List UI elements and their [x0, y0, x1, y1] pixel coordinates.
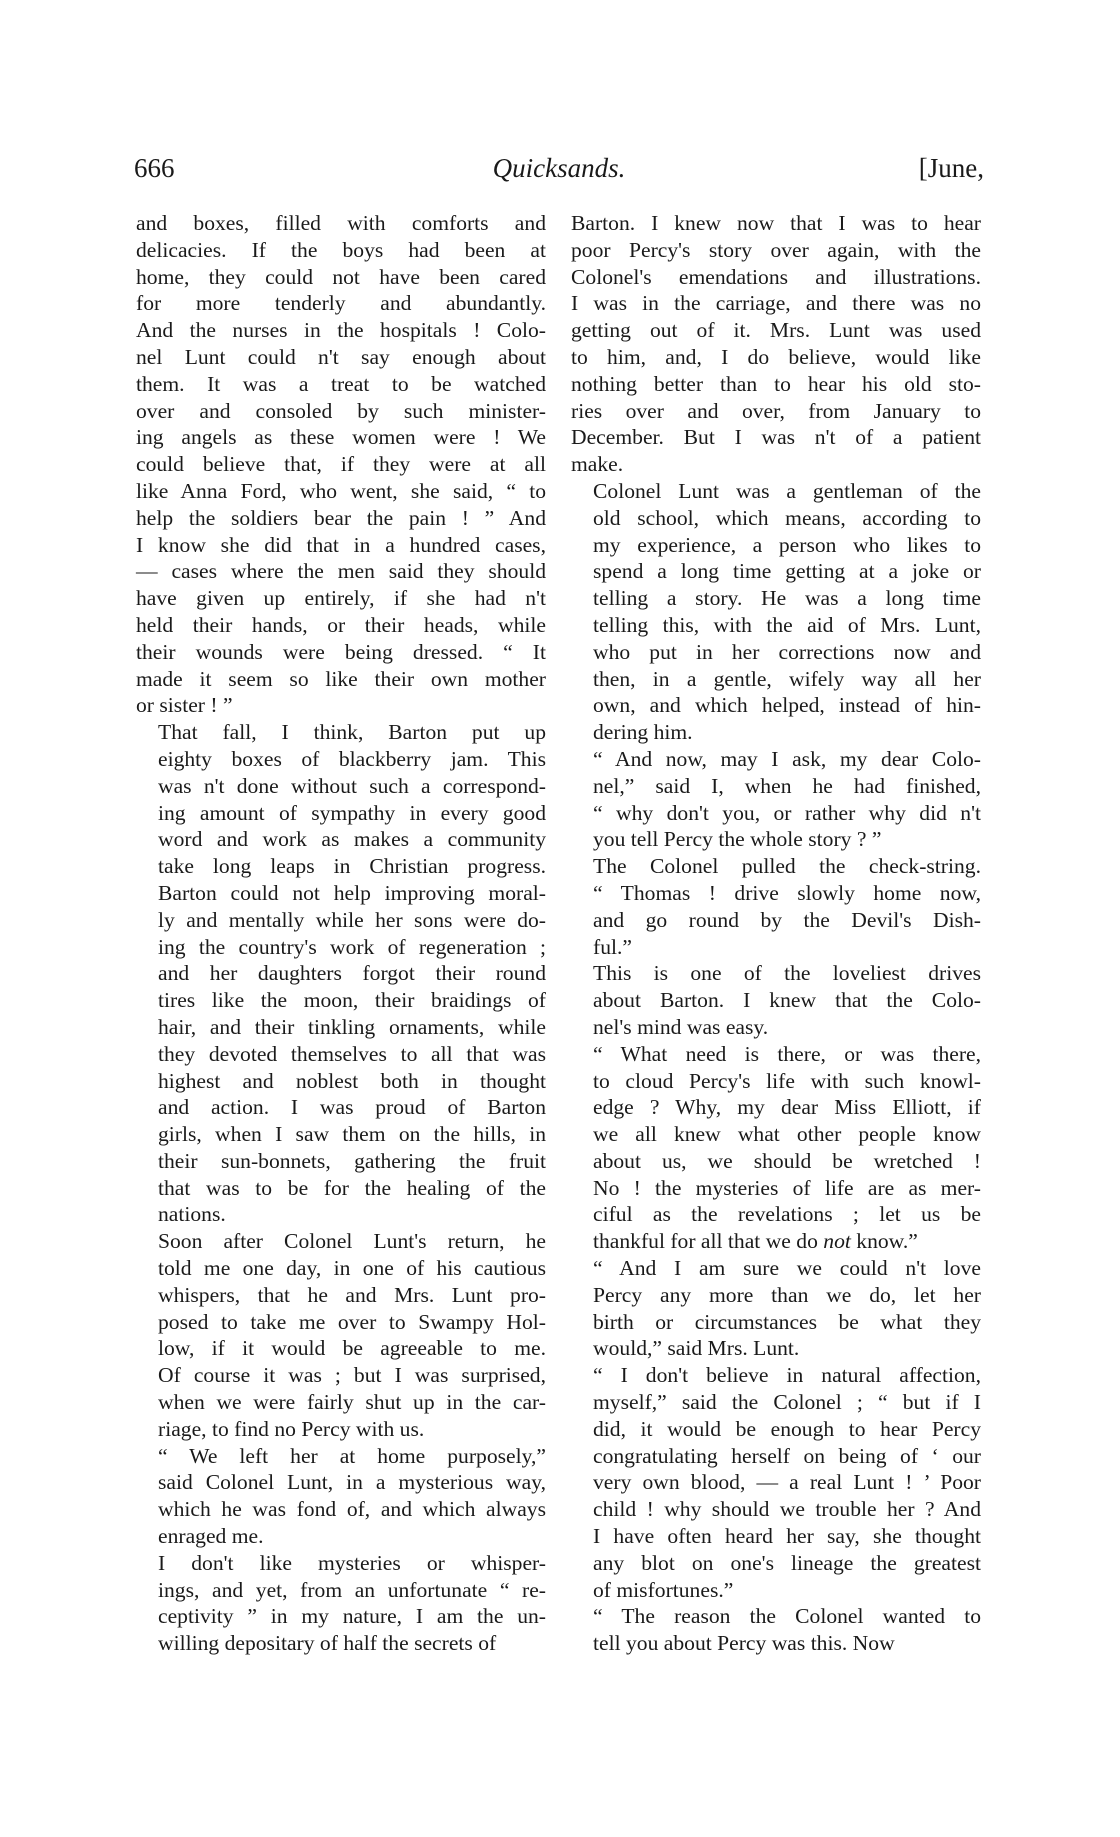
text-line: “ And I am sure we could n't love [593, 1256, 981, 1281]
text-line: nel's mind was easy. [593, 1014, 769, 1039]
text-line: I was in the carriage, and there was no [571, 291, 981, 316]
text-line: ings, and yet, from an unfortunate “ re- [158, 1577, 546, 1602]
text-line: any blot on one's lineage the greatest [593, 1550, 981, 1575]
text-line: then, in a gentle, wifely way all her [593, 666, 981, 691]
page-number: 666 [134, 153, 175, 183]
text-line: nothing better than to hear his old sto- [571, 371, 981, 396]
text-line: make. [571, 452, 624, 477]
text-line: ly and mentally while her sons were do- [158, 907, 546, 932]
page-header [134, 153, 984, 193]
text-line: you tell Percy the whole story ? ” [593, 827, 882, 852]
text-line: girls, when I saw them on the hills, in [158, 1122, 546, 1147]
text-line: congratulating herself on being of ‘ our [593, 1443, 981, 1468]
text-line: to him, and, I do believe, would like [571, 344, 981, 369]
text-line: they devoted themselves to all that was [158, 1041, 546, 1066]
paragraph [136, 719, 546, 1228]
text-line: Barton could not help improving moral- [158, 880, 546, 905]
paragraph [571, 1362, 981, 1603]
text-line: ries over and over, from January to [571, 398, 981, 423]
text-line: my experience, a person who likes to [593, 532, 981, 557]
text-line: dering him. [593, 720, 693, 745]
text-line: and action. I was proud of Barton [158, 1095, 546, 1120]
text-line: of misfortunes.” [593, 1577, 734, 1602]
text-line: birth or circumstances be what they [593, 1309, 981, 1334]
text-line: their wounds were being dressed. “ It [136, 639, 546, 664]
text-line: spend a long time getting at a joke or [593, 559, 981, 584]
paragraph [571, 853, 981, 960]
text-line: home, they could not have been cared [136, 264, 546, 289]
text-line: Barton. I knew now that I was to hear [571, 211, 981, 235]
text-line: “ why don't you, or rather why did n't [593, 800, 981, 825]
text-line: And the nurses in the hospitals ! Colo- [136, 318, 546, 343]
paragraph [136, 1443, 546, 1550]
text-line: Of course it was ; but I was surprised, [158, 1363, 546, 1388]
left-column [136, 210, 546, 1657]
text-line: That fall, I think, Barton put up [158, 720, 546, 745]
text-line: “ The reason the Colonel wanted to [593, 1604, 981, 1629]
text-line: “ What need is there, or was there, [593, 1041, 981, 1066]
text-line: — cases where the men said they should [136, 559, 546, 584]
paragraph [571, 960, 981, 1040]
text-line: willing depositary of half the secrets of [158, 1631, 497, 1656]
text-line: about Barton. I knew that the Colo- [593, 988, 981, 1013]
right-column [571, 210, 981, 1657]
text-line: we all knew what other people know [593, 1122, 981, 1147]
text-line: word and work as makes a community [158, 827, 546, 852]
text-line: No ! the mysteries of life are as mer- [593, 1175, 981, 1200]
text-line: child ! why should we trouble her ? And [593, 1497, 981, 1522]
text-line: nations. [158, 1202, 226, 1227]
text-line: which he was fond of, and which always [158, 1497, 546, 1522]
text-line: help the soldiers bear the pain ! ” And [136, 505, 546, 530]
text-line: low, if it would be agreeable to me. [158, 1336, 546, 1361]
text-line: ful.” [593, 934, 632, 959]
text-line: to cloud Percy's life with such knowl- [593, 1068, 981, 1093]
text-line: old school, which means, according to [593, 505, 981, 530]
text-line: have given up entirely, if she had n't [136, 586, 546, 611]
text-line: The Colonel pulled the check-string. [593, 854, 981, 879]
italic-word: not [823, 1229, 851, 1254]
text-line: and her daughters forgot their round [158, 961, 546, 986]
text-line: “ And now, may I ask, my dear Colo- [593, 746, 981, 771]
paragraph [571, 746, 981, 853]
text-line: riage, to find no Percy with us. [158, 1416, 425, 1441]
text-line: delicacies. If the boys had been at [136, 237, 546, 262]
text-line: or sister ! ” [136, 693, 233, 718]
text-line: tires like the moon, their braidings of [158, 988, 546, 1013]
text-line: made it seem so like their own mother [136, 666, 546, 691]
text-line: that was to be for the healing of the [158, 1175, 546, 1200]
text-line: their sun-bonnets, gathering the fruit [158, 1148, 546, 1173]
text-line: held their hands, or their heads, while [136, 612, 546, 637]
text-line: getting out of it. Mrs. Lunt was used [571, 318, 981, 343]
text-line: when we were fairly shut up in the car- [158, 1390, 546, 1415]
text-line: ceptivity ” in my nature, I am the un- [158, 1604, 546, 1629]
text-line: eighty boxes of blackberry jam. This [158, 746, 546, 771]
text-line: tell you about Percy was this. Now [593, 1631, 895, 1656]
text-line: I know she did that in a hundred cases, [136, 532, 546, 557]
text-line: “ We left her at home purposely,” [158, 1443, 546, 1468]
text-line: telling a story. He was a long time [593, 586, 981, 611]
text-line: very own blood, — a real Lunt ! ’ Poor [593, 1470, 981, 1495]
text-line: said Colonel Lunt, in a mysterious way, [158, 1470, 546, 1495]
text-line: over and consoled by such minister- [136, 398, 546, 423]
paragraph [136, 210, 546, 719]
text-line: This is one of the loveliest drives [593, 961, 981, 986]
text-line: posed to take me over to Swampy Hol- [158, 1309, 546, 1334]
text-line: I have often heard her say, she thought [593, 1524, 981, 1549]
text-line: told me one day, in one of his cautious [158, 1256, 546, 1281]
paragraph [571, 1041, 981, 1255]
text-line: highest and noblest both in thought [158, 1068, 546, 1093]
text-line: and boxes, filled with comforts and [136, 211, 546, 235]
text-line: thankful for all that we do not know.” [593, 1229, 918, 1254]
text-line: would,” said Mrs. Lunt. [593, 1336, 800, 1361]
text-line: myself,” said the Colonel ; “ but if I [593, 1390, 981, 1415]
text-line: own, and which helped, instead of hin- [593, 693, 981, 718]
paragraph [136, 1550, 546, 1657]
paragraph [571, 210, 981, 478]
text-line: ciful as the revelations ; let us be [593, 1202, 981, 1227]
text-line: Colonel Lunt was a gentleman of the [593, 478, 981, 503]
text-line: December. But I was n't of a patient [571, 425, 981, 450]
text-line: ing amount of sympathy in every good [158, 800, 546, 825]
text-line: “ Thomas ! drive slowly home now, [593, 880, 981, 905]
running-title: Quicksands. [492, 153, 626, 183]
text-line: like Anna Ford, who went, she said, “ to [136, 478, 546, 503]
text-line: “ I don't believe in natural affection, [593, 1363, 981, 1388]
text-line: telling this, with the aid of Mrs. Lunt, [593, 612, 981, 637]
text-line: who put in her corrections now and [593, 639, 981, 664]
text-line: I don't like mysteries or whisper- [158, 1550, 546, 1575]
text-line: for more tenderly and abundantly. [136, 291, 546, 316]
running-date: [June, [918, 153, 984, 183]
text-line: Soon after Colonel Lunt's return, he [158, 1229, 546, 1254]
text-line: could believe that, if they were at all [136, 452, 546, 477]
text-line: ing the country's work of regeneration ; [158, 934, 546, 959]
text-line: hair, and their tinkling ornaments, while [158, 1014, 546, 1039]
text-line: Colonel's emendations and illustrations. [571, 264, 981, 289]
text-line: enraged me. [158, 1524, 264, 1549]
text-line: nel Lunt could n't say enough about [136, 344, 546, 369]
text-line: and go round by the Devil's Dish- [593, 907, 981, 932]
text-line: edge ? Why, my dear Miss Elliott, if [593, 1095, 981, 1120]
paragraph [136, 1228, 546, 1442]
text-line: was n't done without such a correspond- [158, 773, 546, 798]
text-line: them. It was a treat to be watched [136, 371, 546, 396]
text-line: poor Percy's story over again, with the [571, 237, 981, 262]
text-line: about us, we should be wretched ! [593, 1148, 981, 1173]
paragraph [571, 1603, 981, 1657]
text-line: did, it would be enough to hear Percy [593, 1416, 981, 1441]
text-line: Percy any more than we do, let her [593, 1282, 981, 1307]
text-line: whispers, that he and Mrs. Lunt pro- [158, 1282, 546, 1307]
text-line: take long leaps in Christian progress. [158, 854, 546, 879]
paragraph [571, 478, 981, 746]
paragraph [571, 1255, 981, 1362]
text-line: nel,” said I, when he had finished, [593, 773, 981, 798]
text-line: ing angels as these women were ! We [136, 425, 546, 450]
